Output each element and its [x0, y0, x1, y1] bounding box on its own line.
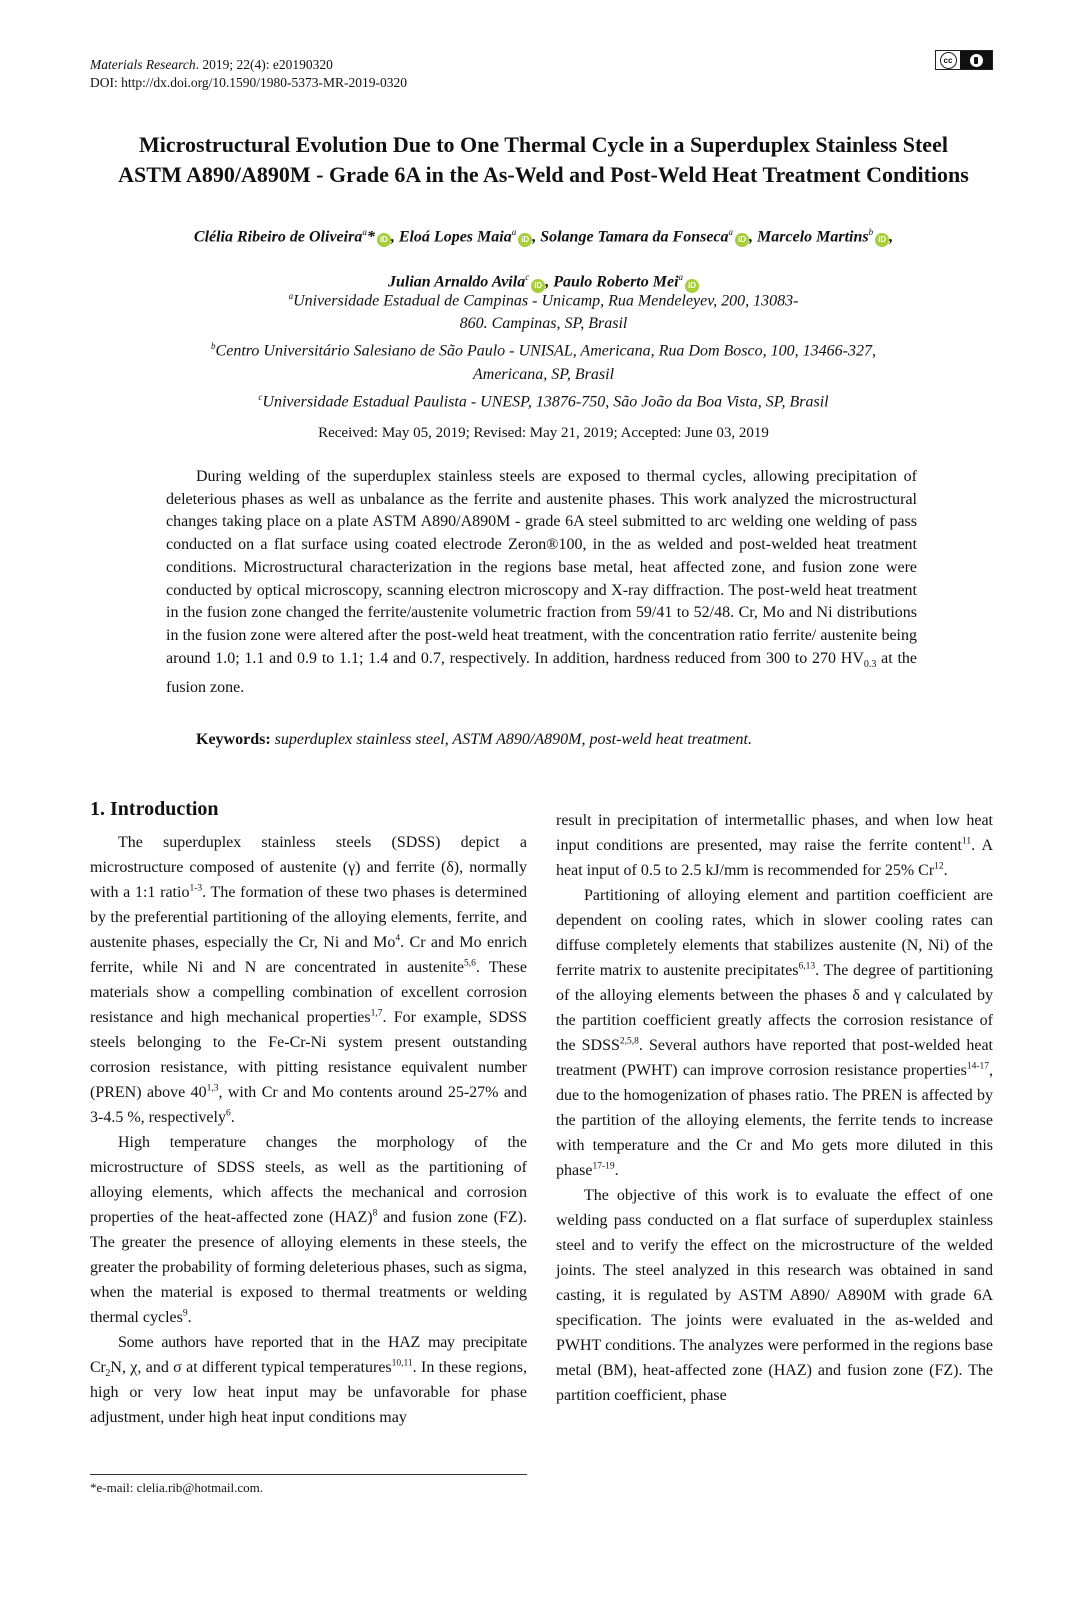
author-name: Solange Tamara da Fonseca [540, 228, 729, 246]
affil-mark: c [258, 391, 263, 402]
author-separator: , [545, 273, 554, 291]
citation-ref[interactable]: 8 [372, 1208, 378, 1219]
author-name: Marcelo Martins [757, 228, 869, 246]
author-affil-mark: a [678, 272, 684, 283]
title-line-1: Microstructural Evolution Due to One Thermal Cycle in a Superduplex Stainless Steel [139, 132, 948, 157]
citation-ref[interactable]: 11 [961, 836, 972, 847]
author-name: Paulo Roberto Mei [553, 273, 679, 291]
column-left [90, 796, 527, 1430]
text-run: . [187, 1309, 192, 1326]
footnote-divider [90, 1474, 527, 1475]
column-right [556, 808, 993, 1408]
paragraph [90, 1130, 527, 1330]
text-run: . These materials show a compelling combination of excellent corrosion resistance and high mechanical properties [90, 959, 527, 1026]
affil-mark: a [288, 291, 294, 301]
text-run: result in precipitation of intermetallic phases, and when low heat input conditions are presented, may raise the ferrite content [556, 812, 993, 854]
author-affil-mark: a [362, 227, 367, 237]
text-run: and fusion zone (FZ). The greater the presence of alloying elements in these steels, the greater the probability of forming deleterious phases, such as sigma, when the material is exposed to thermal treatments or welding thermal cycles [90, 1209, 527, 1326]
section-heading-introduction: 1. Introduction [90, 798, 219, 820]
text-run: . [230, 1109, 235, 1126]
text-run: . A heat input of 0.5 to 2.5 kJ/mm is recommended for 25% Cr [556, 837, 994, 879]
citation-ref[interactable]: 1,3 [206, 1083, 219, 1094]
author-name: Eloá Lopes Maia [398, 228, 512, 246]
title-line-2: ASTM A890/A890M - Grade 6A in the As-Weld and Post-Weld Heat Treatment Conditions [118, 162, 969, 187]
citation-ref[interactable]: 14-17 [966, 1061, 989, 1072]
affiliation-b-cont: Americana, SP, Brasil [472, 365, 615, 383]
doi-link[interactable]: DOI: http://dx.doi.org/10.1590/1980-5373-MR-2019-0320 [90, 75, 407, 90]
citation-ref[interactable]: 1,7 [370, 1008, 383, 1019]
text-run: , with Cr and Mo contents around 25-27% and 3-4.5 %, respectively [90, 1084, 527, 1126]
text-run: . The degree of partitioning of the alloying elements between the phases δ and γ calculated by the partition coefficient greatly affects the corrosion resistance of the SDSS [556, 962, 993, 1054]
journal-name: Materials Research [90, 57, 196, 72]
journal-citation: . 2019; 22(4): e20190320 [195, 57, 333, 72]
orcid-icon[interactable]: iD [377, 233, 391, 247]
text-run: Some authors have reported that in the HAZ may precipitate Cr [90, 1334, 527, 1376]
affiliation-c [100, 386, 987, 413]
cc-icon: cc [940, 52, 957, 69]
affil-mark: b [211, 341, 216, 352]
author-line-1 [80, 212, 1007, 257]
author-affil-mark: c [525, 272, 530, 283]
text-run: Partitioning of alloying element and partition coefficient are dependent on cooling rates, which in slower cooling rates can diffuse completely elements that stabilizes austenite (N, Ni) of the ferrite matrix to austenite precipitates [556, 887, 993, 979]
author-separator: , [749, 228, 758, 246]
affil-text: Centro Universitário Salesiano de São Paulo - UNISAL, Americana, Rua Dom Bosco, 100, 13466-327, [215, 342, 876, 360]
affiliation-b [100, 335, 987, 362]
citation-ref[interactable]: 5,6 [463, 958, 476, 969]
author-affil-mark: b [868, 227, 874, 237]
author-affil-mark: a [728, 227, 734, 237]
author-name: Julian Arnaldo Avila [387, 273, 526, 291]
text-run: . In these regions, high or very low heat input may be unfavorable for phase adjustment, under high heat input conditions may [90, 1359, 527, 1426]
paper-title [60, 130, 1027, 190]
abstract-subscript: 0.3 [863, 658, 877, 670]
text-run: . [614, 1162, 619, 1179]
citation-ref[interactable]: 2,5,8 [619, 1036, 639, 1047]
text-run: . The formation of these two phases is determined by the preferential partitioning of the alloying elements, ferrite, and austenite phases, especially the Cr, Ni and Mo [90, 884, 527, 951]
keywords [196, 729, 936, 751]
text-run: High temperature changes the morphology of the microstructure of SDSS steels, as well as the partitioning of alloying elements, which affects the mechanical and corrosion properties of the heat-affected zone (HAZ) [90, 1134, 527, 1226]
orcid-icon[interactable]: iD [875, 233, 889, 247]
affiliations [100, 285, 987, 413]
author-separator: , [889, 228, 894, 246]
citation-ref[interactable]: 6,13 [798, 961, 816, 972]
orcid-icon[interactable]: iD [735, 233, 749, 247]
citation-ref[interactable]: 1-3 [189, 883, 203, 894]
cc-by-license-badge[interactable] [935, 50, 993, 70]
text-run: N, χ, and σ at different typical temperatures [110, 1359, 392, 1376]
text-run: , due to the homogenization of phases ratio. The PREN is affected by the partition of the alloying elements, the ferrite tends to increase with temperature and the Cr and Mo gets more diluted in this phase [556, 1062, 993, 1179]
citation-ref[interactable]: 6 [225, 1108, 231, 1119]
orcid-icon[interactable]: iD [685, 279, 699, 293]
author-affil-mark: a [511, 227, 517, 237]
author-name: Clélia Ribeiro de Oliveira [193, 228, 363, 246]
author-separator: , [390, 228, 399, 246]
abstract [166, 466, 917, 699]
text-run: . Cr and Mo enrich ferrite, while Ni and N are concentrated in austenite [90, 934, 527, 976]
affil-text: Universidade Estadual Paulista - UNESP, 13876-750, São João da Boa Vista, SP, Brasil [262, 392, 829, 410]
text-run: . Several authors have reported that post-welded heat treatment (PWHT) can improve corrosion resistance properties [556, 1037, 994, 1079]
received-dates: Received: May 05, 2019; Revised: May 21, 2019; Accepted: June 03, 2019 [318, 425, 769, 441]
orcid-icon[interactable]: iD [518, 233, 532, 247]
by-person-icon [970, 54, 983, 67]
citation-ref[interactable]: 12 [934, 861, 944, 872]
affiliation-a [100, 285, 987, 312]
citation-ref[interactable]: 10,11 [391, 1358, 413, 1369]
keywords-label: Keywords: [196, 731, 271, 748]
journal-header [90, 56, 407, 92]
subscript: 2 [105, 1368, 111, 1380]
citation-ref[interactable]: 17-19 [592, 1161, 615, 1172]
keywords-list: superduplex stainless steel, ASTM A890/A890M, post-weld heat treatment. [270, 731, 752, 748]
abstract-tail: at the fusion zone. [166, 649, 918, 696]
paragraph [90, 1330, 527, 1430]
text-run: . For example, SDSS steels belonging to the Fe-Cr-Ni system present outstanding corrosion resistance, with pitting resistance equivalent number (PREN) above 40 [90, 1009, 527, 1101]
orcid-icon[interactable]: iD [531, 279, 545, 293]
paragraph [556, 808, 993, 883]
affiliation-a-cont: 860. Campinas, SP, Brasil [459, 315, 628, 333]
corresponding-mark: * [366, 228, 375, 246]
footnote-email[interactable]: *e-mail: clelia.rib@hotmail.com. [90, 1480, 263, 1495]
paragraph [90, 830, 527, 1130]
citation-ref[interactable]: 9 [182, 1308, 188, 1319]
affil-text: Universidade Estadual de Campinas - Unicamp, Rua Mendeleyev, 200, 13083- [293, 292, 799, 310]
paragraph: The objective of this work is to evaluate the effect of one welding pass conducted on a flat surface of superduplex stainless steel and to verify the effect on the microstructure of the welded joints. The steel analyzed in this research was obtained in sand casting, it is regulated by ASTM A890/ A890M with grade 6A specification. The joints were evaluated in the as-welded and PWHT conditions. The analyzes were performed in the regions base metal (BM), heat-affected zone (HAZ) and fusion zone (FZ). The partition coefficient, phase [556, 1187, 993, 1404]
author-separator: , [532, 228, 541, 246]
text-run: The superduplex stainless steels (SDSS) depict a microstructure composed of austenite (γ) and ferrite (δ), normally with a 1:1 ratio [90, 834, 527, 901]
text-run: . [943, 862, 948, 879]
abstract-text: During welding of the superduplex stainless steels are exposed to thermal cycles, allowing precipitation of deleterious phases as well as unbalance as the ferrite and austenite phases. This work analyzed the microstructural changes taking place on a plate ASTM A890/A890M - grade 6A steel submitted to arc welding one welding of pass conducted on a flat surface using coated electrode Zeron®100, in the as welded and post-welded heat treatment conditions. Microstructural characterization in the regions base metal, heat affected zone, and fusion zone were conducted by optical microscopy, scanning electron microscopy and X-ray diffraction. The post-weld heat treatment in the fusion zone changed the ferrite/austenite volumetric fraction from 59/41 to 52/48. Cr, Mo and Ni distributions in the fusion zone were altered after the post-weld heat treatment, with the concentration ratio ferrite/ austenite being around 1.0; 1.1 and 0.9 to 1.1; 1.4 and 0.7, respectively. In addition, hardness reduced from 300 to 270 HV [166, 468, 917, 667]
citation-ref[interactable]: 4 [395, 933, 401, 944]
paragraph [556, 883, 993, 1183]
